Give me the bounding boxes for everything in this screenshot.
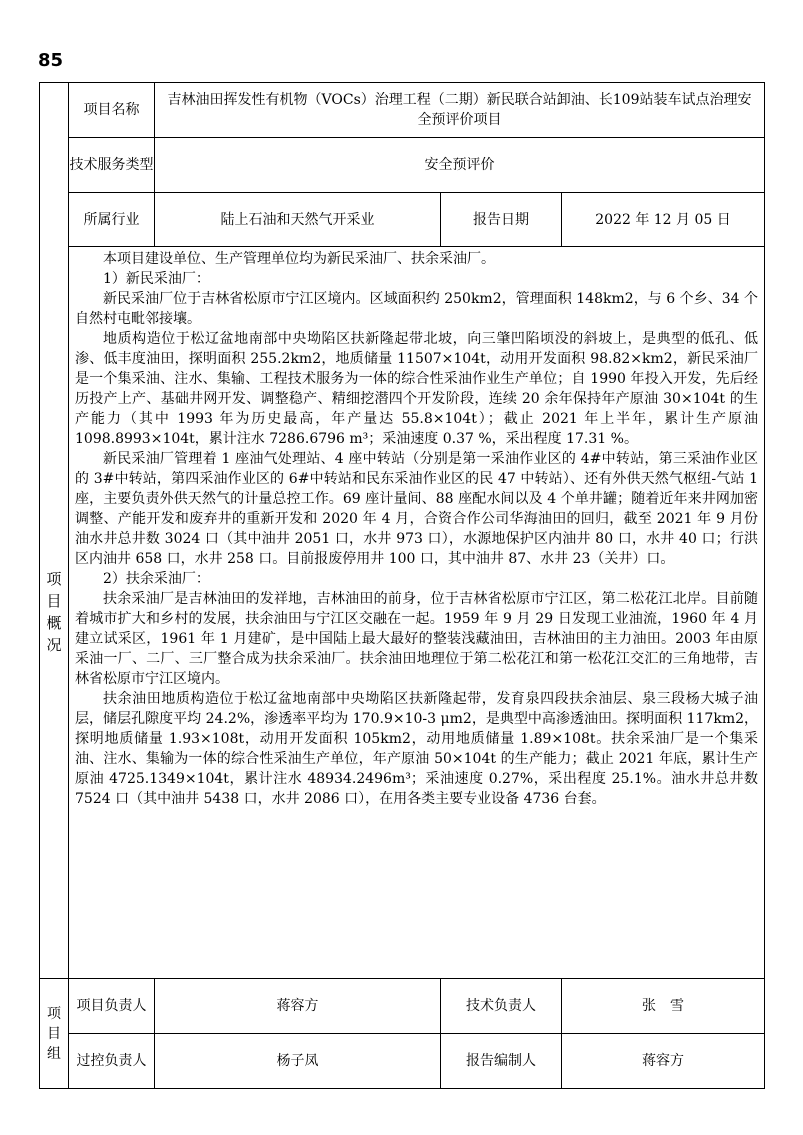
- overview-paragraph: 1）新民采油厂：: [103, 271, 210, 287]
- industry-value: 陆上石油和天然气开采业: [155, 193, 441, 247]
- project-overview-label: 项 目 概 况: [46, 570, 62, 654]
- process-lead-label: 过控负责人: [69, 1034, 155, 1089]
- overview-paragraph: 2）扶余采油厂：: [103, 571, 210, 587]
- overview-paragraph: 扶余油田地质构造位于松辽盆地南部中央坳陷区扶新隆起带，发育泉四段扶余油层、泉三段杨大城子油层，储层孔隙度平均 24.2%，渗透率平均为 170.9×10-3 μm2，是典型中高渗透油田。探明面积 117km2，探明地质储量 1.93×108t，动用开发面积 105km2，动用地质储量 1.89×108t。扶余采油厂是一个集采油、注水、集输为一体的综合性采油生产单位，年产原油 50×104t 的生产能力；截止 2021 年底，累计生产原油 4725.1349×104t，累计注水 48934.2496m³；采油速度 0.27%，采出程度 25.1%。油水井总井数 7524 口（其中油井 5438 口，水井 2086 口），在用各类主要专业设备 4736 台套。: [75, 691, 759, 807]
- report-date-label: 报告日期: [441, 193, 562, 247]
- tech-lead-label: 技术负责人: [441, 979, 562, 1034]
- overview-paragraph: 扶余采油厂是吉林油田的发祥地，吉林油田的前身，位于吉林省松原市宁江区，第二松花江北岸。目前随着城市扩大和乡村的发展，扶余油田与宁江区交融在一起。1959 年 9 月 29 日发现工业油流，1960 年 4 月建立试采区，1961 年 1 月建矿，是中国陆上最大最好的整装浅藏油田，吉林油田的主力油田。2003 年由原采油一厂、二厂、三厂整合成为扶余采油厂。扶余油田地理位于第二松花江和第一松花江交汇的三角地带，吉林省松原市宁江区境内。: [75, 591, 759, 687]
- project-lead-label: 项目负责人: [69, 979, 155, 1034]
- overview-paragraph: 新民采油厂位于吉林省松原市宁江区境内。区域面积约 250km2，管理面积 148km2，与 6 个乡、34 个自然村屯毗邻接壤。: [75, 291, 759, 327]
- project-name-label: 项目名称: [69, 83, 155, 138]
- tech-lead-value: 张 雪: [562, 979, 765, 1034]
- process-lead-value: 杨子凤: [155, 1034, 441, 1089]
- report-date-value: 2022 年 12 月 05 日: [562, 193, 765, 247]
- overview-paragraph: 新民采油厂管理着 1 座油气处理站、4 座中转站（分别是第一采油作业区的 4#中转站，第三采油作业区的 3#中转站，第四采油作业区的 6#中转站和民东采油作业区的民 47 中转站）、还有外供天然气枢纽-气站 1 座，主要负责外供天然气的计量总控工作。69 座计量间、88 座配水间以及 4 个单井罐；随着近年来井网加密调整、产能开发和废弃井的重新开发和 2020 年 4 月，合资合作公司华海油田的回归，截至 2021 年 9 月份油水井总井数 3024 口（其中油井 2051 口，水井 973 口），水源地保护区内油井 80 口，水井 40 口；行洪区内油井 658 口，水井 258 口。目前报废停用井 100 口，其中油井 87、水井 23（关井）口。: [75, 451, 759, 567]
- service-type-value: 安全预评价: [155, 138, 765, 193]
- overview-paragraph: 本项目建设单位、生产管理单位均为新民采油厂、扶余采油厂。: [103, 251, 495, 267]
- project-overview-text: [69, 247, 765, 979]
- overview-paragraph: 地质构造位于松辽盆地南部中央坳陷区扶新隆起带北坡，向三肇凹陷顷没的斜坡上，是典型的低孔、低渗、低丰度油田，探明面积 255.2km2，地质储量 11507×104t，动用开发面积 98.82×km2，新民采油厂是一个集采油、注水、集输、工程技术服务为一体的综合性采油作业生产单位；自 1990 年投入开发，先后经历投产上产、基础井网开发、调整稳产、精细挖潜四个开发阶段，连续 20 余年保持年产原油 30×104t 的生产能力（其中 1993 年为历史最高，年产量达 55.8×104t）；截止 2021 年上半年，累计生产原油 1098.8993×104t，累计注水 7286.6796 m³；采油速度 0.37 %，采出程度 17.31 %。: [75, 331, 759, 447]
- page-number: 85: [38, 50, 64, 71]
- report-writer-label: 报告编制人: [441, 1034, 562, 1089]
- project-name-value: 吉林油田挥发性有机物（VOCs）治理工程（二期）新民联合站卸油、长109站装车试点治理安全预评价项目: [155, 83, 765, 138]
- project-team-label: 项 目 组: [40, 979, 69, 1089]
- service-type-label: 技术服务类型: [69, 138, 155, 193]
- project-info-table: [39, 82, 765, 1089]
- project-lead-value: 蒋容方: [155, 979, 441, 1034]
- industry-label: 所属行业: [69, 193, 155, 247]
- report-writer-value: 蒋容方: [562, 1034, 765, 1089]
